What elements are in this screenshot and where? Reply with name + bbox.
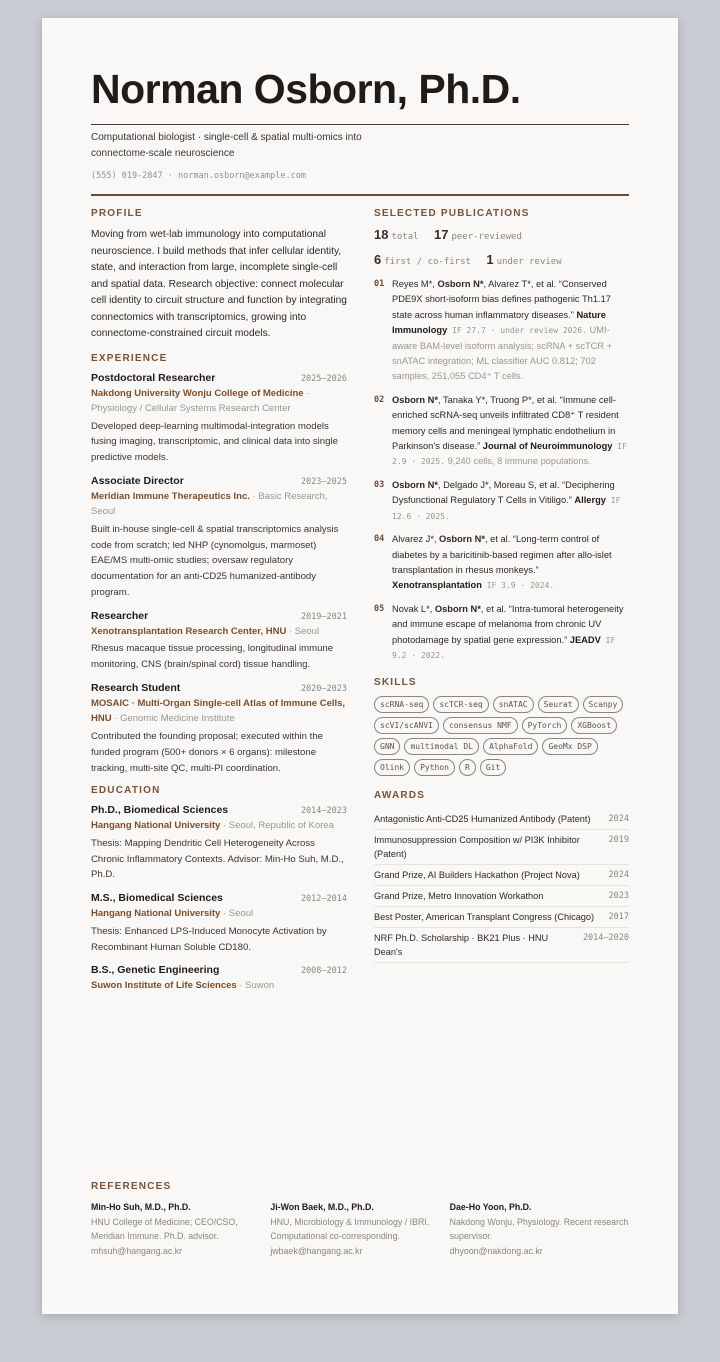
profile-heading: PROFILE [91,208,143,219]
experience-item [91,682,347,776]
stat-review-count: 1 [486,252,494,267]
job-title: Postdoctoral Researcher [91,371,216,384]
pub-authors-pre: Alvarez J*, [392,534,440,545]
skill-tag: GeoMx DSP [542,738,597,755]
skills-list [374,696,629,776]
reference-item [450,1200,629,1258]
email-link[interactable]: norman.osborn@example.com [178,171,306,181]
stat-total-count: 18 [374,227,389,242]
pub-self-author: Osborn N* [439,534,485,545]
reference-email[interactable]: dhyoon@nakdong.ac.kr [449,1245,543,1256]
skill-tag: Python [414,759,455,776]
award-date: 2014–2020 [582,933,629,944]
right-column [374,208,629,963]
pub-journal: JEADV [569,634,601,645]
pub-meta: IF 12.6 · 2025. [392,496,621,521]
stat-peer-label: peer-reviewed [451,232,522,242]
reference-affiliation: Nakdong Wonju, Physiology. Recent research supervisor. [449,1216,629,1241]
award-date: 2023 [608,891,629,902]
pub-self-author: Osborn N* [437,279,484,289]
reference-item [270,1200,449,1258]
skill-tag: AlphaFold [483,738,538,755]
pub-title: , Tanaka Y*, Truong P*, et al. “Immune cell-enriched scRNA-seq unveils infiltrated CD8⁺ T resident memory cells and meningeal lymphatic endothelium in Parkinson’s disease.” [392,394,619,452]
pub-journal: Xenotransplantation [392,580,482,591]
award-date: 2019 [608,835,629,846]
stat-peer-count: 17 [433,227,449,242]
pub-title: , et al. “Intra-tumoral heterogeneity and immune escape of melanoma from chronic UV photodamage by spatial gene expression.” [392,603,624,645]
education-heading: EDUCATION [91,785,161,797]
phone[interactable]: (555) 019-2847 [91,171,163,181]
pub-self-author: Osborn N* [434,603,481,614]
publication-item [374,532,629,594]
org-location: · Seoul [286,625,320,637]
org-location: · Physiology / Cellular Systems Research Center [91,387,310,414]
left-column [91,208,347,1003]
pub-meta: IF 9.2 · 2022. [392,635,616,660]
award-name: Antagonistic Anti-CD25 Humanized Antibody (Patent) [374,814,591,825]
experience-heading: EXPERIENCE [91,352,168,364]
pub-meta: IF 3.9 · 2024. [481,581,555,591]
reference-item [91,1200,270,1258]
degree-date: 2014–2023 [300,806,347,817]
publication-number: 04 [374,534,385,545]
org-name: Meridian Immune Therapeutics Inc. [91,490,250,502]
degree-date: 2012–2014 [300,894,347,905]
publication-stats [374,227,629,242]
skill-tag: scVI/scANVI [374,717,439,734]
degree-description: Thesis: Enhanced LPS-Induced Monocyte Activation by Recombinant Human Soluble CD180. [91,925,327,953]
job-title: Researcher [91,609,149,622]
skill-tag: XGBoost [571,717,617,734]
publication-list [374,277,629,663]
candidate-name: Norman Osborn, Ph.D. [91,66,521,112]
publication-number: 03 [374,479,385,490]
org-name: Nakdong University Wonju College of Medicine [91,387,304,399]
awards-heading: AWARDS [374,790,426,802]
reference-affiliation: HNU, Microbiology & Immunology / IBRI. Computational co-corresponding. [270,1216,430,1241]
job-title: Associate Director [91,474,184,487]
skill-tag: Git [480,759,506,776]
education-list [91,804,347,993]
org-name: Xenotransplantation Research Center, HNU [91,625,287,637]
school-location: · Suwon [236,980,275,992]
experience-item [91,610,347,673]
references-list [91,1200,629,1258]
award-item [374,886,629,907]
degree-description: Thesis: Mapping Dendritic Cell Heterogeneity Across Chronic Inflammatory Contexts. Advisor: Min-Ho Suh, M.D., Ph.D. [91,837,344,881]
header-divider [91,124,629,125]
award-date: 2017 [608,912,629,923]
org-name: MOSAIC · Multi-Organ Single-cell Atlas of Immune Cells, HNU [91,697,346,725]
degree-title: M.S., Biomedical Sciences [91,892,223,905]
publication-stats-2 [374,252,629,267]
skill-tag: scRNA-seq [374,696,429,713]
job-description: Developed deep-learning multimodal-integration models fusing imaging, transcriptomic, and clinical data into single predictive models. [91,420,338,464]
education-item [91,804,347,883]
references-heading: REFERENCES [91,1181,172,1192]
award-item [374,928,629,963]
pub-authors-pre: Novak L*, [392,603,435,614]
award-name: Grand Prize, Metro Innovation Workathon [374,891,544,902]
pub-title: , et al. “Long-term control of diabetes by a baricitinib-based regimen after allo-islet transplantation in rhesus monkeys.” [392,534,612,575]
publication-number: 01 [374,279,385,289]
stat-review-label: under review [496,257,562,267]
skill-tag: Olink [374,759,410,776]
stat-total-label: total [391,232,419,242]
job-description: Built in-house single-cell & spatial transcriptomics analysis code from scratch; led NHP (cynomolgus, marmoset) EAE/MS multi-omic studies; oversaw regulatory documentation for an anti-CD25 humanized-antibody program. [91,523,339,599]
reference-name: Ji-Won Baek, M.D., Ph.D. [270,1202,374,1212]
publication-number: 05 [374,603,385,614]
skill-tag: R [459,759,476,776]
skill-tag: consensus NMF [443,717,518,734]
award-item [374,865,629,886]
award-date: 2024 [608,814,629,825]
pub-title: , Delgado J*, Moreau S, et al. “Deciphering Dysfunctional Regulatory T Cells in Vitiligo.” [392,479,615,506]
experience-list [91,372,347,777]
job-title: Research Student [91,681,181,694]
stat-first-label: first / co-first [384,257,471,267]
pub-self-author: Osborn N* [392,479,438,490]
school-location: · Seoul [220,908,254,920]
award-name: Immunosuppression Composition w/ PI3K Inhibitor (Patent) [374,835,580,860]
awards-list [374,809,629,963]
pub-journal: Journal of Neuroimmunology [482,441,613,452]
pub-title: , Alvarez T*, et al. “Conserved PDE9X short-isoform bias defines pathogenic Th1.17 state across human inflammatory diseases.” [392,279,611,320]
pub-note: 9,240 cells, 8 immune populations. [444,456,591,467]
award-date: 2024 [608,870,629,881]
publication-number: 02 [374,394,385,405]
job-date: 2020–2023 [300,683,347,694]
org-location: · Basic Research, Seoul [91,490,328,518]
experience-item [91,475,347,601]
pub-meta: IF 27.7 · under review 2026. [447,326,587,336]
publication-item [374,393,629,470]
award-item [374,907,629,928]
skill-tag: snATAC [493,696,534,713]
publication-item [374,602,629,664]
pub-self-author: Osborn N* [392,394,438,405]
school-name: Suwon Institute of Life Sciences [91,980,237,992]
school-name: Hangang National University [91,908,221,920]
header-accent-rule [91,194,629,196]
degree-title: B.S., Genetic Engineering [91,964,220,977]
reference-email[interactable]: mhsuh@hangang.ac.kr [91,1245,183,1256]
school-location: · Seoul, Republic of Korea [220,820,334,832]
job-date: 2025–2026 [300,373,347,384]
stat-first-count: 6 [374,252,382,267]
award-name: Best Poster, American Transplant Congress (Chicago) [374,912,595,923]
tagline: Computational biologist · single-cell & spatial multi-omics into connectome-scale neuroscience [91,132,362,159]
job-description: Contributed the founding proposal; executed within the funded program (500+ donors × 6 organs): milestone tracking, multi-site QC, multi-PI coordination. [91,730,324,774]
skill-tag: GNN [374,738,400,755]
skill-tag: Seurat [538,696,579,713]
pub-journal: Nature Immunology [392,309,606,336]
profile-text: Moving from wet-lab immunology into computational neuroscience. I build methods that infer cellular identity, state, and interaction from large, incomplete single-cell and spatial data. Research objective: connect molecular cell identity to circuit structure and function by integrating connectomics with transcriptomics, growing into connectome-constrained circuit models. [91,229,347,339]
award-name: NRF Ph.D. Scholarship · BK21 Plus · HNU Dean's [374,933,549,958]
skills-heading: SKILLS [374,677,417,689]
award-item [374,809,629,830]
reference-email[interactable]: jwbaek@hangang.ac.kr [270,1245,363,1256]
contact-line: (555) 019-2847 · norman.osborn@example.com [91,171,306,181]
job-date: 2023–2025 [300,476,347,487]
education-item [91,964,347,994]
pub-authors-pre: Reyes M*, [392,279,438,289]
pub-note: UMI-aware BAM-level isoform analysis; scRNA + scTCR + snATAC integration; ML classifier AUC 0.812; 702 samples, 251,055 CD4⁺ T cells. [392,325,613,382]
skill-tag: scTCR-seq [433,696,488,713]
job-date: 2019–2021 [300,611,347,622]
publication-item [374,478,629,524]
org-location: · Genomic Medicine Institute [111,713,235,725]
reference-name: Dae-Ho Yoon, Ph.D. [449,1202,532,1212]
skill-tag: Scanpy [583,696,624,713]
reference-affiliation: HNU College of Medicine; CEO/CSO, Meridian Immune. Ph.D. advisor. [91,1216,238,1241]
degree-date: 2008–2012 [300,966,347,977]
resume-page [42,18,678,1314]
skill-tag: multimodal DL [404,738,479,755]
publications-heading: SELECTED PUBLICATIONS [374,208,530,219]
publication-item [374,277,629,385]
pub-meta: IF 2.9 · 2025. [392,442,627,467]
reference-name: Min-Ho Suh, M.D., Ph.D. [91,1202,191,1212]
education-item [91,892,347,955]
award-item [374,830,629,865]
job-description: Rhesus macaque tissue processing, longitudinal immune monitoring, CNS (brain/spinal cord) tissue handling. [91,643,334,671]
experience-item [91,372,347,466]
award-name: Grand Prize, AI Builders Hackathon (Project Nova) [374,870,580,881]
skill-tag: PyTorch [522,717,568,734]
degree-title: Ph.D., Biomedical Sciences [91,804,229,817]
school-name: Hangang National University [91,820,221,832]
pub-journal: Allergy [574,495,606,506]
references-section [91,1181,629,1258]
